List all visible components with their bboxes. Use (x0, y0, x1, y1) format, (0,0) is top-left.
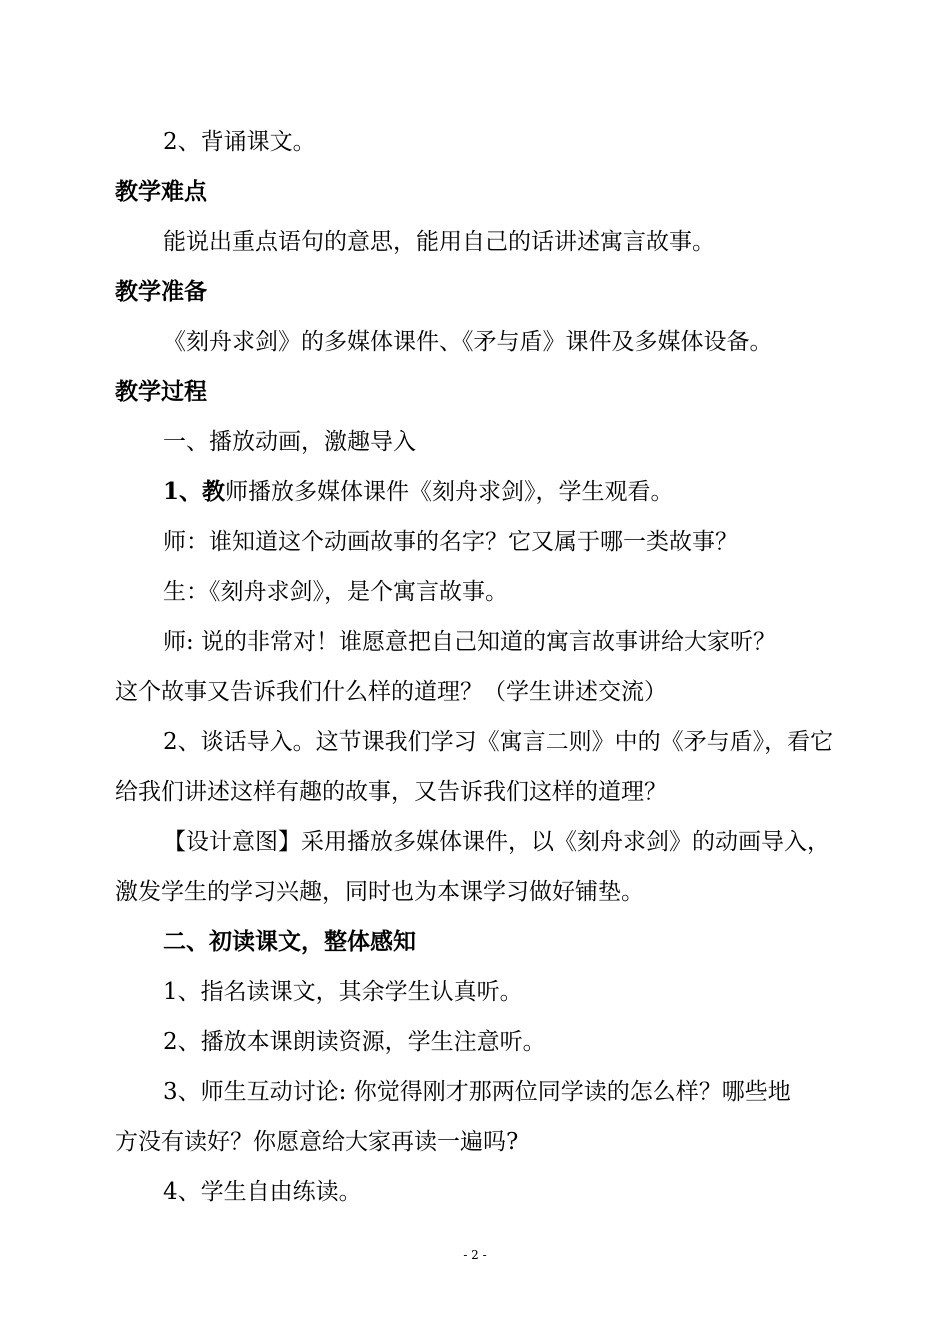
page-number: - 2 - (463, 1248, 487, 1262)
section-heading-process: 教学过程 (115, 379, 207, 405)
teacher-question-2-line1: 师: 说的非常对！谁愿意把自己知道的寓言故事讲给大家听？ (163, 629, 777, 655)
student-answer-1: 生：《刻舟求剑》，是个寓言故事。 (163, 579, 508, 605)
teacher-question-2-line2: 这个故事又告诉我们什么样的道理？（学生讲述交流） (115, 679, 667, 705)
section-heading-difficulty: 教学难点 (115, 179, 207, 205)
step2-item1: 1、指名读课文，其余学生认真听。 (163, 979, 523, 1005)
step2-item3-line1: 3、师生互动讨论: 你觉得刚才那两位同学读的怎么样？哪些地 (163, 1079, 791, 1105)
step1-item1-lead: 1、教 (163, 478, 226, 505)
paragraph-recite: 2、背诵课文。 (163, 129, 316, 155)
step1-item1-rest: 师播放多媒体课件《刻舟求剑》，学生观看。 (225, 479, 674, 505)
step2-item2: 2、播放本课朗读资源，学生注意听。 (163, 1029, 546, 1055)
paragraph-preparation: 《刻舟求剑》的多媒体课件、《矛与盾》课件及多媒体设备。 (163, 329, 773, 355)
step2-item4: 4、学生自由练读。 (163, 1179, 362, 1205)
design-intent-line1: 【设计意图】采用播放多媒体课件，以《刻舟求剑》的动画导入， (163, 829, 830, 855)
paragraph-difficulty: 能说出重点语句的意思，能用自己的话讲述寓言故事。 (163, 229, 715, 255)
step1-title: 一、播放动画，激趣导入 (163, 429, 416, 455)
step1-item2-line2: 给我们讲述这样有趣的故事，又告诉我们这样的道理？ (115, 779, 667, 805)
step1-item2-line1: 2、谈话导入。这节课我们学习《寓言二则》中的《矛与盾》，看它 (163, 729, 834, 755)
teacher-question-1: 师：谁知道这个动画故事的名字？它又属于哪一类故事？ (163, 529, 738, 555)
section-heading-preparation: 教学准备 (115, 279, 207, 305)
design-intent-line2: 激发学生的学习兴趣，同时也为本课学习做好铺垫。 (115, 879, 644, 905)
step2-title: 二、初读课文，整体感知 (163, 929, 416, 955)
step1-item1 (163, 477, 863, 507)
step2-item3-line2: 方没有读好？你愿意给大家再读一遍吗? (115, 1129, 519, 1155)
